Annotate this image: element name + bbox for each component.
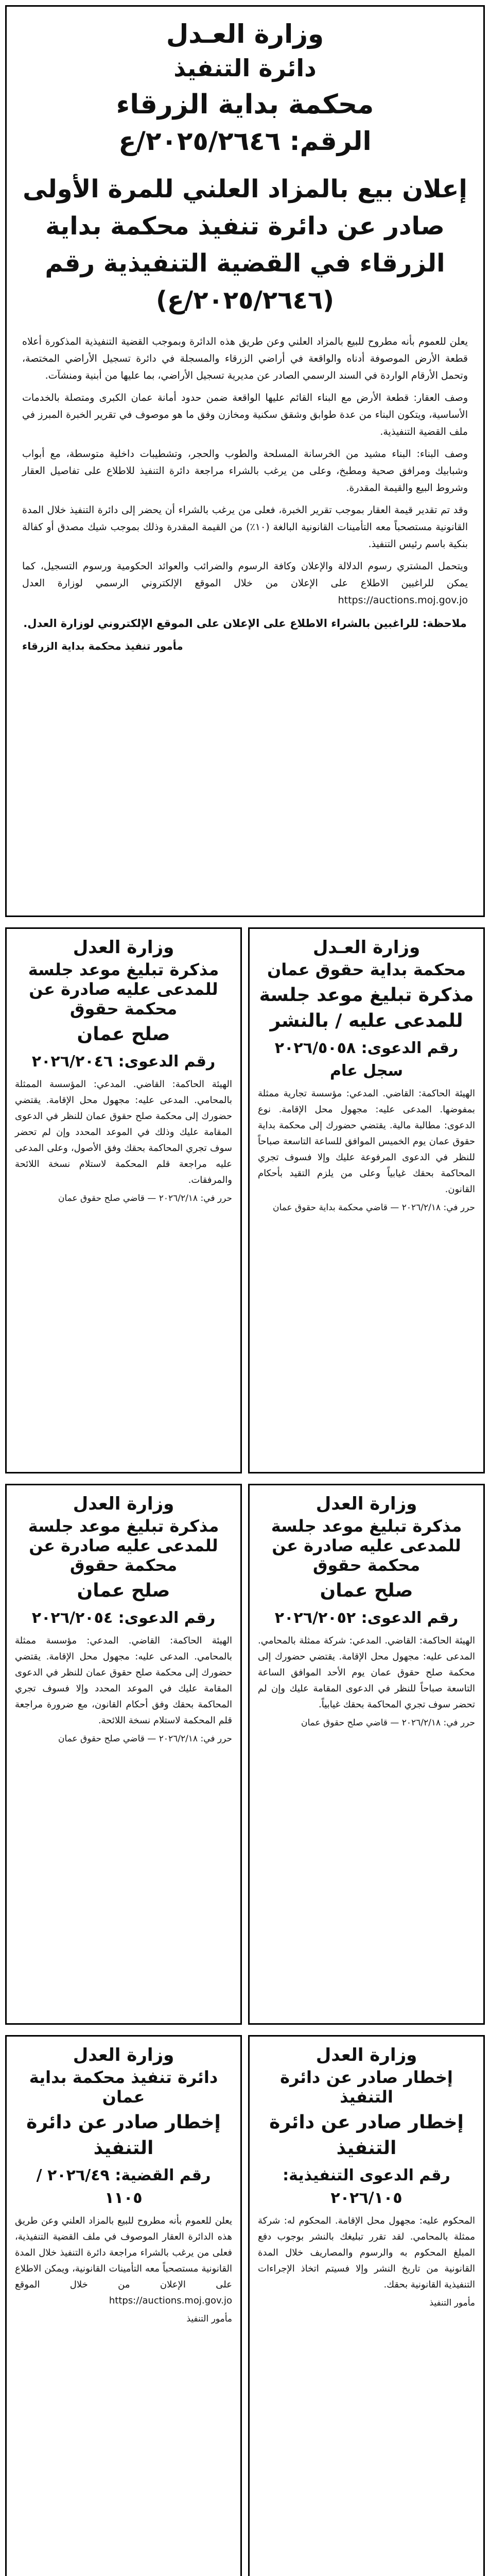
case-number: رقم الدعوى: ٢٠٢٦/٢٠٥٤ [31,1609,216,1627]
notice-court: دائرة تنفيذ محكمة بداية عمان [29,2067,218,2107]
notice-ministry: وزارة العـدل [312,937,421,958]
notice-court: مذكرة تبليغ موعد جلسة للمدعى عليه صادرة عن محكمة حقوق [28,1516,219,1575]
notice-court: مذكرة تبليغ موعد جلسة للمدعى عليه صادرة عن محكمة حقوق [28,960,219,1019]
notice-subtitle: صلح عمان [77,1580,170,1601]
notice-paragraph: وصف العقار: قطعة الأرض مع البناء القائم عليها الواقعة ضمن حدود أمانة عمان الكبرى ومتصلة بالخدمات الأساسية، ويتكون البناء من عدة طوابق وشقق سكنية ومخازن وفق ما هو موصوف في تقرير الخبرة المبرز في ملف القضية التنفيذية. [22,392,468,437]
notice-paragraph: وقد تم تقدير قيمة العقار بموجب تقرير الخبرة، فعلى من يرغب بالشراء أن يحضر إلى دائرة التنفيذ خلال المدة القانونية مستصحباً معه التأمينات القانونية البالغة (١٠٪) من القيمة المقدرة وذلك بموجب شيك مصدق أو كفالة بنكية باسم رئيس التنفيذ. [22,504,468,550]
notice-text: يعلن للعموم بأنه مطروح للبيع بالمزاد العلني وعن طريق هذه الدائرة العقار الموصوف في ملف القضية التنفيذية، فعلى من يرغب بالشراء مراجعة دائرة التنفيذ خلال المدة القانونية مستصحباً معه التأمينات القانونية، ويمكن الاطلاع على الإعلان من خلال الموقع https://auctions.moj.gov.jo [15,2215,232,2306]
notice-text: الهيئة الحاكمة: القاضي. المدعي: المؤسسة الممثلة بالمحامي. المدعى عليه: مجهول محل الإقامة. يقتضي حضورك إلى محكمة صلح حقوق عمان للنظر في الدعوى المقامة عليك وذلك في الموعد المحدد وإن لم تحضر سوف تجري المحاكمة بحقك وفق الأصول، وعلى المدعى عليه مراجعة قلم المحكمة لاستلام نسخة اللائحة والمرفقات. [15,1079,232,1185]
notice-court: محكمة بداية حقوق عمان [267,960,466,979]
case-number: رقم الدعوى: ٢٠٢٦/٥٠٥٨ سجل عام [274,1039,459,1080]
notice-ministry: وزارة العدل [73,1494,174,1514]
notice-subtitle: صلح عمان [77,1024,170,1045]
auction-notice [5,5,485,917]
notice-ministry: وزارة العدل [73,937,174,958]
summons-notice [248,1484,485,2025]
case-number: رقم الدعوى: ٢٠٢٦/٢٠٤٦ [31,1053,216,1071]
notice-text: المحكوم عليه: مجهول محل الإقامة. المحكوم له: شركة ممثلة بالمحامي. لقد تقرر تبليغك بالنشر بوجوب دفع المبلغ المحكوم به والرسوم والمصاريف خلال المدة القانونية من تاريخ النشر وإلا فسيتم اتخاذ الإجراءات التنفيذية القانونية بحقك. [258,2215,475,2290]
notice-number: الرقم: ٢٠٢٥/٢٦٤٦/ع [118,126,372,156]
notice-court: مذكرة تبليغ موعد جلسة للمدعى عليه صادرة عن محكمة حقوق [271,1516,462,1575]
notice-ministry: وزارة العدل [316,2045,417,2065]
notice-paragraph: يعلن للعموم بأنه مطروح للبيع بالمزاد العلني وعن طريق هذه الدائرة وبموجب القضية التنفيذية المذكورة أعلاه قطعة الأرض الموصوفة أدناه والواقعة في أراضي الزرقاء والمسجلة في دائرة تسجيل الأراضي المختصة، وتحمل الأرقام الواردة في السند الرسمي الصادر عن مديرية تسجيل الأراضي، بما عليها من أبنية ومنشآت. [22,336,468,381]
court-title: محكمة بداية الزرقاء [116,89,374,120]
department-title: دائرة التنفيذ [173,54,317,82]
notice-signature: مأمور تنفيذ محكمة بداية الزرقاء [22,640,183,652]
case-number: رقم القضية: ٢٠٢٦/٤٩ / ١١٠٥ [36,2166,211,2207]
notice-paragraph: وصف البناء: البناء مشيد من الخرسانة المسلحة والطوب والحجر، وتشطيبات داخلية متوسطة، مع أبواب وشبابيك ومرافق صحية ومطبخ، وعلى من يرغب بالشراء مراجعة دائرة التنفيذ للاطلاع على تفاصيل العقار وشروط البيع والقيمة المقدرة. [22,448,468,494]
notice-footer: حرر في: ٢٠٢٦/٢/١٨ — قاضي صلح حقوق عمان [58,1734,232,1744]
notice-footer: حرر في: ٢٠٢٦/٢/١٨ — قاضي صلح حقوق عمان [301,1718,475,1728]
notice-headline: إعلان بيع بالمزاد العلني للمرة الأولى صادر عن دائرة تنفيذ محكمة بداية الزرقاء في القضية التنفيذية رقم (٢٠٢٥/٢٦٤٦/ع) [23,175,467,315]
notice-subtitle: إخطار صادر عن دائرة التنفيذ [269,2112,464,2159]
notice-paragraph: ويتحمل المشتري رسوم الدلالة والإعلان وكافة الرسوم والضرائب والعوائد الحكومية ورسوم التسجيل، كما يمكن للراغبين الاطلاع على الإعلان من خلال الموقع الإلكتروني الرسمي لوزارة العدل https://auctions.moj.gov.jo [22,561,468,606]
case-number: رقم الدعوى التنفيذية: ٢٠٢٦/١٠٥ [283,2166,450,2207]
notice-ministry: وزارة العدل [316,1494,417,1514]
notice-footer: مأمور التنفيذ [429,2298,475,2308]
notice-footer: مأمور التنفيذ [186,2314,232,2324]
ministry-title: وزارة العـدل [166,19,324,49]
summons-notice [5,1484,242,2025]
notice-text: الهيئة الحاكمة: القاضي. المدعي: مؤسسة ممثلة بالمحامي. المدعى عليه: مجهول محل الإقامة. يقتضي حضورك إلى محكمة صلح حقوق عمان للنظر في الدعوى المقامة عليك في الموعد المحدد وإلا فسوف تجري المحاكمة بحقك وفق أحكام القانون، مع ضرورة مراجعة قلم المحكمة لاستلام نسخة اللائحة. [15,1635,232,1726]
notice-text: الهيئة الحاكمة: القاضي. المدعي: مؤسسة تجارية ممثلة بمفوضها. المدعى عليه: مجهول محل الإقامة. نوع الدعوى: مطالبة مالية. يقتضي حضورك إلى محكمة بداية حقوق عمان يوم الخميس الموافق للساعة التاسعة صباحاً للنظر في الدعوى المرفوعة عليك وإلا فسوف تجري المحاكمة بحقك غيابياً وعلى من يلزم التقيد بأحكام القانون. [258,1088,475,1195]
notice-note: ملاحظة: للراغبين بالشراء الاطلاع على الإعلان على الموقع الإلكتروني لوزارة العدل. [23,617,467,630]
execution-notice [248,2035,485,2576]
notice-subtitle: إخطار صادر عن دائرة التنفيذ [26,2112,221,2159]
notice-footer: حرر في: ٢٠٢٦/٢/١٨ — قاضي محكمة بداية حقوق عمان [273,1202,475,1213]
notice-ministry: وزارة العدل [73,2045,174,2065]
summons-notice [5,927,242,1473]
summons-notice [248,927,485,1473]
execution-notice [5,2035,242,2576]
notice-text: الهيئة الحاكمة: القاضي. المدعي: شركة ممثلة بالمحامي. المدعى عليه: مجهول محل الإقامة. يقتضي حضورك إلى محكمة صلح حقوق عمان يوم الأحد الموافق الساعة التاسعة صباحاً للنظر في الدعوى المقامة عليك وإن لم تحضر سوف تجري المحاكمة بحقك غيابياً. [258,1635,475,1710]
notice-footer: حرر في: ٢٠٢٦/٢/١٨ — قاضي صلح حقوق عمان [58,1193,232,1204]
case-number: رقم الدعوى: ٢٠٢٦/٢٠٥٢ [274,1609,459,1627]
notice-court: إخطار صادر عن دائرة التنفيذ [280,2067,453,2107]
notice-subtitle: مذكرة تبليغ موعد جلسة للمدعى عليه / بالنشر [259,985,474,1031]
notice-subtitle: صلح عمان [320,1580,413,1601]
